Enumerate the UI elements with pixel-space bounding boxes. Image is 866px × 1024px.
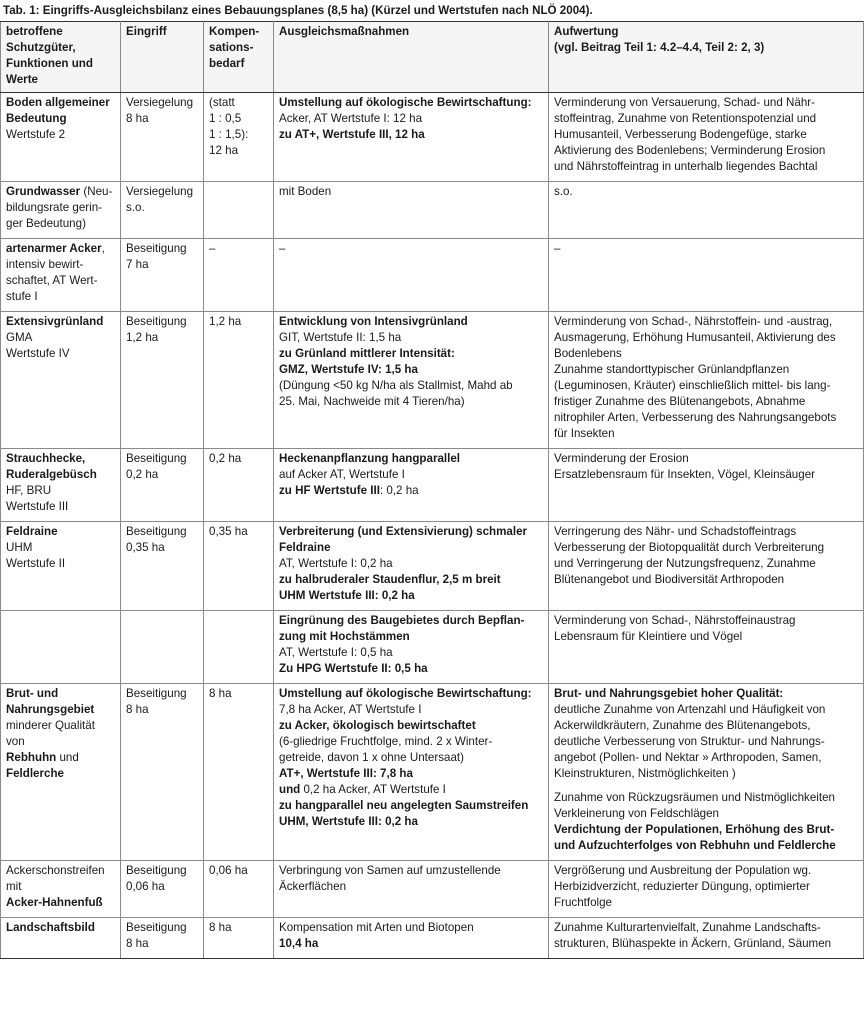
cell-line: auf Acker AT, Wertstufe I [279, 468, 405, 481]
cell-line: Verbringung von Samen auf umzustellende [279, 864, 501, 877]
cell-line: Brut- und [6, 687, 59, 700]
cell-line: Verbesserung der Biotopqualität durch Verbreiterung [554, 541, 825, 554]
aufwertung-cell [549, 918, 864, 959]
cell-line: Verminderung von Versauerung, Schad- und Nähr- [554, 96, 816, 109]
massnahmen-cell [274, 93, 549, 182]
cell-line: Humusanteil, Verbesserung Bodengefüge, starke [554, 128, 807, 141]
cell-line: Feldraine [6, 525, 58, 538]
cell-line: 8 ha [126, 112, 149, 125]
paragraph-gap [554, 782, 858, 790]
aufwertung-cell [549, 684, 864, 861]
cell-line: AT, Wertstufe I: 0,5 ha [279, 646, 393, 659]
cell-line: Eingrünung des Baugebietes durch Bepflan- [279, 614, 525, 627]
cell-line: Acker-Hahnenfuß [6, 896, 103, 909]
cell-text: 0,2 ha Acker, AT Wertstufe I [300, 783, 446, 796]
cell-line: 8 ha [209, 921, 232, 934]
cell-line: Äckerflächen [279, 880, 347, 893]
cell-line: Aktivierung des Bodenlebens; Verminderung Erosion [554, 144, 826, 157]
table-row-strauchhecke [1, 449, 864, 522]
schutzgut-cell [1, 93, 121, 182]
cell-text: und [56, 751, 79, 764]
cell-line: – [554, 242, 561, 255]
cell-text: Rebhuhn [6, 751, 57, 764]
cell-line: 7 ha [126, 258, 149, 271]
schutzgut-cell [1, 611, 121, 684]
eingriff-cell [121, 684, 204, 861]
cell-text: (Neu- [80, 185, 113, 198]
cell-line: strukturen, Blühaspekte in Äckern, Grünland, Säumen [554, 937, 832, 950]
cell-line: bildungsrate gerin- [6, 201, 103, 214]
cell-line: 1,2 ha [209, 315, 242, 328]
cell-line: Versiegelung [126, 185, 194, 198]
cell-line: zu hangparallel neu angelegten Saumstreifen [279, 799, 529, 812]
eingriff-cell [121, 182, 204, 239]
cell-line: AT+, Wertstufe III: 7,8 ha [279, 767, 413, 780]
cell-text: Grundwasser [6, 185, 81, 198]
kompensation-cell [204, 93, 274, 182]
header-line: Kompen- [209, 25, 260, 38]
cell-line: minderer Qualität [6, 719, 95, 732]
cell-line [279, 782, 543, 798]
kompensation-cell [204, 522, 274, 611]
massnahmen-cell [274, 861, 549, 918]
balance-table [0, 21, 864, 959]
cell-line: Wertstufe 2 [6, 128, 66, 141]
cell-line: Blütenangebot und Biodiversität Arthropoden [554, 573, 785, 586]
cell-line: s.o. [554, 185, 573, 198]
header-line: Funktionen und [6, 57, 93, 70]
header-schutzgueter [1, 22, 121, 93]
cell-line: (Leguminosen, Kräuter) einschließlich mittel- bis lang- [554, 379, 831, 392]
cell-line: – [279, 242, 286, 255]
cell-line: Beseitigung [126, 452, 187, 465]
cell-text: artenarmer Acker [6, 242, 102, 255]
schutzgut-cell [1, 239, 121, 312]
table-header-row [1, 22, 864, 93]
header-ausgleichsmassnahmen [274, 22, 549, 93]
schutzgut-cell [1, 312, 121, 449]
cell-line [6, 241, 115, 257]
eingriff-cell [121, 611, 204, 684]
cell-line: 0,35 ha [209, 525, 248, 538]
kompensation-cell [204, 449, 274, 522]
cell-line: und Verringerung der Nutzungsfrequenz, Zunahme [554, 557, 816, 570]
cell-line: Umstellung auf ökologische Bewirtschaftung: [279, 687, 532, 700]
schutzgut-cell [1, 861, 121, 918]
cell-line: s.o. [126, 201, 145, 214]
schutzgut-cell [1, 449, 121, 522]
kompensation-cell [204, 239, 274, 312]
cell-line: Fruchtfolge [554, 896, 612, 909]
table-row-acker [1, 239, 864, 312]
cell-line: Beseitigung [126, 525, 187, 538]
kompensation-cell [204, 684, 274, 861]
cell-line: Feldlerche [6, 767, 64, 780]
cell-line: Entwicklung von Intensivgrünland [279, 315, 468, 328]
cell-line: zu Acker, ökologisch bewirtschaftet [279, 719, 476, 732]
cell-line: Versiegelung [126, 96, 194, 109]
header-line: (vgl. Beitrag Teil 1: 4.2–4.4, Teil 2: 2, 3) [554, 41, 765, 54]
cell-line: – [209, 242, 216, 255]
massnahmen-cell [274, 918, 549, 959]
aufwertung-cell [549, 522, 864, 611]
table-row-brutgebiet [1, 684, 864, 861]
cell-line: Wertstufe II [6, 557, 66, 570]
cell-line: Beseitigung [126, 315, 187, 328]
cell-line: und Nährstoffeintrag in unterhalb liegendes Bachtal [554, 160, 818, 173]
cell-line: 8 ha [209, 687, 232, 700]
cell-line: 8 ha [126, 937, 149, 950]
cell-line: für Insekten [554, 427, 615, 440]
header-line: Ausgleichsmaßnahmen [279, 25, 410, 38]
header-kompensationsbedarf [204, 22, 274, 93]
eingriff-cell [121, 312, 204, 449]
header-eingriff [121, 22, 204, 93]
cell-line: Verringerung des Nähr- und Schadstoffeintrags [554, 525, 797, 538]
cell-line: 10,4 ha [279, 937, 319, 950]
schutzgut-cell [1, 182, 121, 239]
table-row-boden [1, 93, 864, 182]
cell-line: ger Bedeutung) [6, 217, 86, 230]
cell-line: zu halbruderaler Staudenflur, 2,5 m breit [279, 573, 501, 586]
massnahmen-cell [274, 449, 549, 522]
cell-line: Zu HPG Wertstufe II: 0,5 ha [279, 662, 428, 675]
massnahmen-cell [274, 182, 549, 239]
cell-line: Brut- und Nahrungsgebiet hoher Qualität: [554, 687, 784, 700]
table-row-extensivgruenland [1, 312, 864, 449]
cell-line [279, 483, 543, 499]
cell-text: zu HF Wertstufe III [279, 484, 380, 497]
cell-line: 1 : 0,5 [209, 112, 242, 125]
eingriff-cell [121, 239, 204, 312]
cell-line: Wertstufe IV [6, 347, 70, 360]
cell-line: Verminderung von Schad-, Nährstoffein- und -austrag, [554, 315, 833, 328]
cell-line: Landschaftsbild [6, 921, 95, 934]
cell-line: Ausmagerung, Erhöhung Humusanteil, Aktivierung des [554, 331, 836, 344]
cell-line: GMA [6, 331, 33, 344]
header-aufwertung [549, 22, 864, 93]
cell-line: 0,06 ha [209, 864, 248, 877]
aufwertung-cell [549, 611, 864, 684]
cell-line: Zunahme standorttypischer Grünlandpflanzen [554, 363, 790, 376]
cell-line: stufe I [6, 290, 38, 303]
header-line: Werte [6, 73, 39, 86]
cell-line [6, 750, 115, 766]
cell-line: Umstellung auf ökologische Bewirtschaftung: [279, 96, 532, 109]
cell-line: (statt [209, 96, 235, 109]
schutzgut-cell [1, 918, 121, 959]
cell-line [6, 184, 115, 200]
cell-line: Verminderung von Schad-, Nährstoffeinaustrag [554, 614, 796, 627]
cell-line: zung mit Hochstämmen [279, 630, 410, 643]
cell-line: deutliche Verbesserung von Struktur- und Nahrungs- [554, 735, 825, 748]
cell-line: Verbreiterung (und Extensivierung) schmaler [279, 525, 528, 538]
cell-line: AT, Wertstufe I: 0,2 ha [279, 557, 393, 570]
cell-line: Verminderung der Erosion [554, 452, 689, 465]
cell-line: 0,2 ha [126, 468, 159, 481]
massnahmen-cell [274, 239, 549, 312]
cell-line: 1 : 1,5): [209, 128, 249, 141]
cell-line: GMZ, Wertstufe IV: 1,5 ha [279, 363, 418, 376]
cell-line: 25. Mai, Nachweide mit 4 Tieren/ha) [279, 395, 465, 408]
cell-line: 0,2 ha [209, 452, 242, 465]
table-row-grundwasser [1, 182, 864, 239]
cell-line: 8 ha [126, 703, 149, 716]
header-line: Eingriff [126, 25, 167, 38]
table-row-landschaftsbild [1, 918, 864, 959]
cell-line: Beseitigung [126, 687, 187, 700]
eingriff-cell [121, 918, 204, 959]
cell-line: Kompensation mit Arten und Biotopen [279, 921, 474, 934]
header-line: bedarf [209, 57, 245, 70]
table-row-feldraine [1, 522, 864, 611]
cell-text: und [279, 783, 301, 796]
cell-text: , [101, 242, 105, 255]
table-row-eingruenung [1, 611, 864, 684]
cell-line: UHM, Wertstufe III: 0,2 ha [279, 815, 418, 828]
table-caption: Tab. 1: Eingriffs-Ausgleichsbilanz eines Bebauungsplanes (8,5 ha) (Kürzel und Wertstufen nach NLÖ 2004). [3, 4, 593, 17]
cell-line: intensiv bewirt- [6, 258, 84, 271]
cell-text: : 0,2 ha [379, 484, 419, 497]
cell-line: Herbizidverzicht, reduzierter Düngung, optimierter [554, 880, 810, 893]
cell-line: deutliche Zunahme von Artenzahl und Häufigkeit von [554, 703, 826, 716]
cell-line: (6-gliedrige Fruchtfolge, mind. 2 x Winter- [279, 735, 493, 748]
kompensation-cell [204, 918, 274, 959]
aufwertung-cell [549, 312, 864, 449]
cell-line: von [6, 735, 25, 748]
cell-line: Kleinstrukturen, Nistmöglichkeiten ) [554, 767, 736, 780]
cell-line: Beseitigung [126, 242, 187, 255]
aufwertung-cell [549, 861, 864, 918]
cell-line: 7,8 ha Acker, AT Wertstufe I [279, 703, 422, 716]
cell-line: Ruderalgebüsch [6, 468, 97, 481]
schutzgut-cell [1, 684, 121, 861]
kompensation-cell [204, 312, 274, 449]
header-line: sations- [209, 41, 254, 54]
header-line: Schutzgüter, [6, 41, 76, 54]
massnahmen-cell [274, 312, 549, 449]
eingriff-cell [121, 449, 204, 522]
aufwertung-cell [549, 93, 864, 182]
cell-line: Heckenanpflanzung hangparallel [279, 452, 461, 465]
cell-line: Zunahme von Rückzugsräumen und Nistmöglichkeiten [554, 791, 835, 804]
cell-line: GIT, Wertstufe II: 1,5 ha [279, 331, 402, 344]
aufwertung-cell [549, 449, 864, 522]
cell-line: 0,06 ha [126, 880, 165, 893]
cell-line: Bedeutung [6, 112, 67, 125]
header-line: Aufwertung [554, 25, 619, 38]
kompensation-cell [204, 182, 274, 239]
cell-line: 1,2 ha [126, 331, 159, 344]
cell-line: angebot (Pollen- und Nektar » Arthropoden, Samen, [554, 751, 822, 764]
eingriff-cell [121, 93, 204, 182]
cell-line: Strauchhecke, [6, 452, 86, 465]
cell-line: Ersatzlebensraum für Insekten, Vögel, Kleinsäuger [554, 468, 816, 481]
cell-line: Extensivgrünland [6, 315, 104, 328]
cell-line: nitrophiler Arten, Verbesserung des Nahrungsangebots [554, 411, 837, 424]
massnahmen-cell [274, 522, 549, 611]
header-line: betroffene [6, 25, 63, 38]
cell-line: mit [6, 880, 22, 893]
cell-line: Nahrungsgebiet [6, 703, 95, 716]
cell-line: Boden allgemeiner [6, 96, 110, 109]
cell-line: Lebensraum für Kleintiere und Vögel [554, 630, 743, 643]
kompensation-cell [204, 861, 274, 918]
cell-line: Beseitigung [126, 921, 187, 934]
cell-line: Ackerwildkräutern, Zunahme des Blütenangebots, [554, 719, 811, 732]
massnahmen-cell [274, 611, 549, 684]
cell-line: Ackerschonstreifen [6, 864, 105, 877]
eingriff-cell [121, 861, 204, 918]
kompensation-cell [204, 611, 274, 684]
cell-line: stoffeintrag, Zunahme von Retentionspotenzial und [554, 112, 817, 125]
cell-line: Verkleinerung von Feldschlägen [554, 807, 719, 820]
cell-line: 12 ha [209, 144, 239, 157]
cell-line: Vergrößerung und Ausbreitung der Population wg. [554, 864, 812, 877]
cell-line: mit Boden [279, 185, 332, 198]
cell-line: getreide, davon 1 x ohne Untersaat) [279, 751, 464, 764]
cell-line: Zunahme Kulturartenvielfalt, Zunahme Landschafts- [554, 921, 821, 934]
cell-line: schaftet, AT Wert- [6, 274, 98, 287]
eingriff-cell [121, 522, 204, 611]
cell-line: UHM [6, 541, 33, 554]
cell-line: zu Grünland mittlerer Intensität: [279, 347, 455, 360]
cell-line: Bodenlebens [554, 347, 622, 360]
aufwertung-cell [549, 239, 864, 312]
cell-line: (Düngung <50 kg N/ha als Stallmist, Mahd ab [279, 379, 513, 392]
massnahmen-cell [274, 684, 549, 861]
cell-line: und Aufzuchterfolges von Rebhuhn und Feldlerche [554, 839, 836, 852]
cell-line: Verdichtung der Populationen, Erhöhung des Brut- [554, 823, 835, 836]
cell-line: zu AT+, Wertstufe III, 12 ha [279, 128, 425, 141]
table-body [1, 93, 864, 959]
schutzgut-cell [1, 522, 121, 611]
cell-line: Feldraine [279, 541, 331, 554]
cell-line: fristiger Zunahme des Blütenangebots, Abnahme [554, 395, 806, 408]
cell-line: 0,35 ha [126, 541, 165, 554]
cell-line: HF, BRU [6, 484, 52, 497]
table-row-ackerschonstreifen [1, 861, 864, 918]
aufwertung-cell [549, 182, 864, 239]
cell-line: Wertstufe III [6, 500, 69, 513]
cell-line: UHM Wertstufe III: 0,2 ha [279, 589, 415, 602]
cell-line: Acker, AT Wertstufe I: 12 ha [279, 112, 423, 125]
cell-line: Beseitigung [126, 864, 187, 877]
